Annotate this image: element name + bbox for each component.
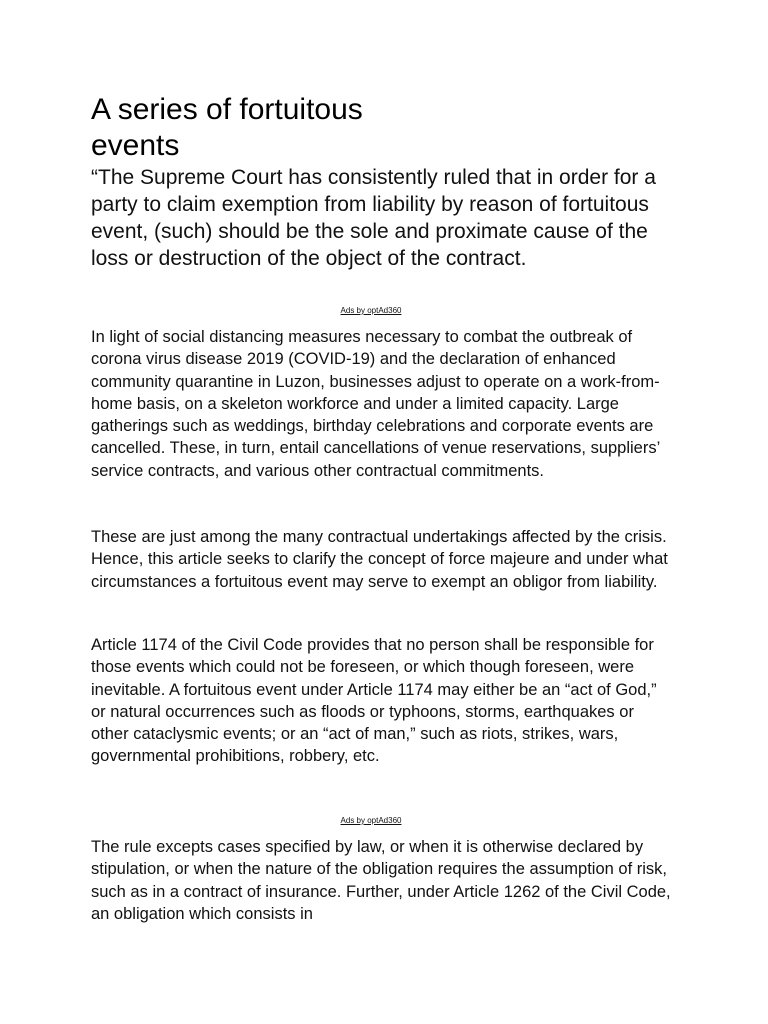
article-paragraph: These are just among the many contractual undertakings affected by the crisis. Hence, this article seeks to clarify the concept of force majeure and under what circumstances a fortuitous event may serve to exempt an obligor from liability.	[91, 528, 668, 591]
article-paragraph: The rule excepts cases specified by law, or when it is otherwise declared by stipulation, or when the nature of the obligation requires the assumption of risk, such as in a contract of insurance. Further, under Article 1262 of the Civil Code, an obligation which consists in	[91, 838, 671, 923]
article-paragraph: Article 1174 of the Civil Code provides that no person shall be responsible for those events which could not be foreseen, or which though foreseen, were inevitable. A fortuitous event under Article 1174 may either be an “act of God,” or natural occurrences such as floods or typhoons, storms, earthquakes or other cataclysmic events; or an “act of man,” such as riots, strikes, wars, governmental prohibitions, robbery, etc.	[91, 636, 657, 766]
article-paragraph: In light of social distancing measures necessary to combat the outbreak of corona virus disease 2019 (COVID-19) and the declaration of enhanced community quarantine in Luzon, businesses adjust to operate on a work-from-home basis, on a skeleton workforce and under a limited capacity. Large gatherings such as weddings, birthday celebrations and corporate events are cancelled. These, in turn, entail cancellations of venue reservations, suppliers’ service contracts, and various other contractual commitments.	[91, 328, 660, 480]
article-lead-quote: “The Supreme Court has consistently ruled that in order for a party to claim exemption from liability by reason of fortuitous event, (such) should be the sole and proximate cause of the loss or destruction of the object of the contract.	[91, 166, 656, 270]
article-title: A series of fortuitous events	[91, 93, 363, 162]
ad-label-link[interactable]: Ads by optAd360	[340, 306, 402, 315]
ad-label-link[interactable]: Ads by optAd360	[340, 816, 402, 825]
article-page	[91, 0, 691, 1024]
